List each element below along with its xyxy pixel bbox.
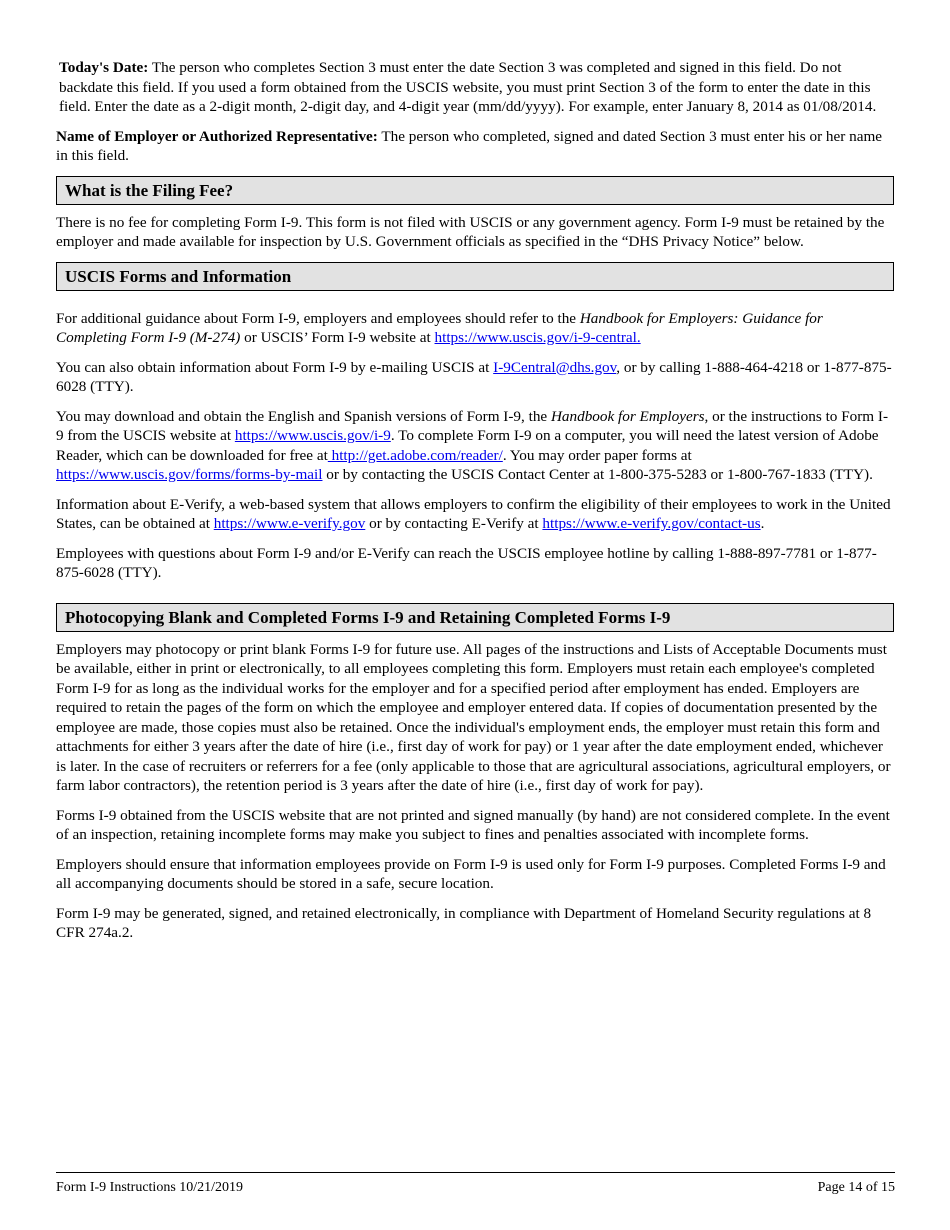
uscis-guidance-paragraph: [56, 309, 894, 348]
adobe-reader-link[interactable]: http://get.adobe.com/reader/: [327, 446, 503, 464]
photocopying-paragraph-3: Employers should ensure that information employees provide on Form I-9 is used only for Form I-9 purposes. Completed Forms I-9 and all accompanying documents should be stored in a safe, secure location.: [56, 855, 886, 892]
document-body: [56, 58, 894, 953]
photocopying-heading: Photocopying Blank and Completed Forms I-9 and Retaining Completed Forms I-9: [56, 603, 894, 632]
todays-date-text: The person who completes Section 3 must enter the date Section 3 was completed and signed in this field. Do not backdate this field. If you used a form obtained from the USCIS website, you must print Section 3 of the form to enter the date in this field. Enter the date as a 2-digit month, 2-digit day, and 4-digit year (mm/dd/yyyy). For example, enter January 8, 2014 as 01/08/2014.: [59, 59, 877, 115]
footer-page-number: Page 14 of 15: [817, 1180, 895, 1195]
footer-form-version: Form I-9 Instructions 10/21/2019: [56, 1180, 244, 1195]
e-verify-contact-link[interactable]: https://www.e-verify.gov/contact-us: [542, 515, 761, 532]
forms-by-mail-link[interactable]: https://www.uscis.gov/forms/forms-by-mail: [56, 466, 323, 483]
uscis-i9-link[interactable]: https://www.uscis.gov/i-9: [234, 427, 391, 444]
text-run: You can also obtain information about Form I-9 by e-mailing USCIS at: [56, 358, 494, 376]
e-verify-paragraph: [56, 495, 894, 534]
text-run: or USCIS’ Form I-9 website at: [240, 329, 435, 346]
text-run: , or by calling 1-888-464-4218 or 1-877-875-6028 (TTY).: [56, 358, 892, 395]
uscis-download-paragraph: [56, 407, 894, 485]
employer-name-paragraph: [56, 127, 894, 166]
uscis-email-paragraph: [56, 358, 894, 397]
i9-email-link[interactable]: I-9Central@dhs.gov: [493, 358, 617, 376]
text-run: .: [760, 515, 765, 532]
photocopying-paragraph-2: Forms I-9 obtained from the USCIS website that are not printed and signed manually (by hand) are not considered complete. In the event of an inspection, retaining incomplete forms may make you subject to fines and penalties associated with incomplete forms.: [56, 806, 890, 843]
filing-fee-paragraph: There is no fee for completing Form I-9. This form is not filed with USCIS or any government agency. Form I-9 must be retained by the employer and made available for inspection by U.S. Government officials as specified in the “DHS Privacy Notice” below.: [56, 213, 885, 250]
employer-name-text: The person who completed, signed and dated Section 3 must enter his or her name in this field.: [56, 127, 882, 164]
uscis-forms-heading: USCIS Forms and Information: [56, 262, 894, 291]
todays-date-paragraph: [56, 58, 894, 117]
employer-name-label: Name of Employer or Authorized Representative:: [56, 127, 378, 145]
handbook-title-short: Handbook for Employers: [550, 407, 705, 425]
i9-central-link[interactable]: https://www.uscis.gov/i-9-central.: [434, 329, 641, 346]
text-run: Information about E-Verify, a web-based system that allows employers to confirm the eligibility of their employees to work in the United States, can be obtained at: [56, 495, 891, 532]
text-run: or by contacting the USCIS Contact Center at 1-800-375-5283 or 1-800-767-1833 (TTY).: [322, 466, 873, 483]
text-run: , or the instructions to Form I-9 from the USCIS website at: [56, 407, 889, 444]
handbook-title: Handbook for Employers: Guidance for Completing Form I-9 (M-274): [56, 309, 823, 346]
text-run: . You may order paper forms at: [502, 446, 692, 464]
text-run: or by contacting E-Verify at: [365, 515, 543, 532]
text-run: You may download and obtain the English and Spanish versions of Form I-9, the: [56, 407, 551, 425]
todays-date-label: Today's Date:: [59, 59, 149, 76]
photocopying-paragraph-4: Form I-9 may be generated, signed, and retained electronically, in compliance with Department of Homeland Security regulations at 8 CFR 274a.2.: [56, 904, 872, 941]
text-run: . To complete Form I-9 on a computer, you will need the latest version of Adobe Reader, which can be downloaded for free at: [56, 427, 879, 464]
e-verify-link[interactable]: https://www.e-verify.gov: [213, 515, 366, 532]
page-footer: [56, 1172, 895, 1197]
filing-fee-heading: What is the Filing Fee?: [56, 176, 894, 205]
photocopying-paragraph-1: Employers may photocopy or print blank Forms I-9 for future use. All pages of the instructions and Lists of Acceptable Documents must be available, either in print or electronically, to all employees completing this form. Employers must retain each employee's completed Form I-9 for as long as the individual works for the employer and for a specified period after employment has ended. Employers are required to retain the pages of the form on which the employee and employer entered data. If copies of documentation presented by the employee are made, those copies must also be retained. Once the individual's employment ends, the employer must retain this form and attachments for either 3 years after the date of hire (i.e., first day of work for pay) or 1 year after the date employment ended, whichever is later. In the case of recruiters or referrers for a fee (only applicable to those that are agricultural associations, agricultural employers, or farm labor contractors), the retention period is 3 years after the date of hire (i.e., first day of work for pay).: [56, 640, 891, 794]
text-run: For additional guidance about Form I-9, employers and employees should refer to the: [56, 309, 580, 327]
hotline-paragraph: Employees with questions about Form I-9 and/or E-Verify can reach the USCIS employee hotline by calling 1-888-897-7781 or 1-877-875-6028 (TTY).: [56, 544, 877, 581]
